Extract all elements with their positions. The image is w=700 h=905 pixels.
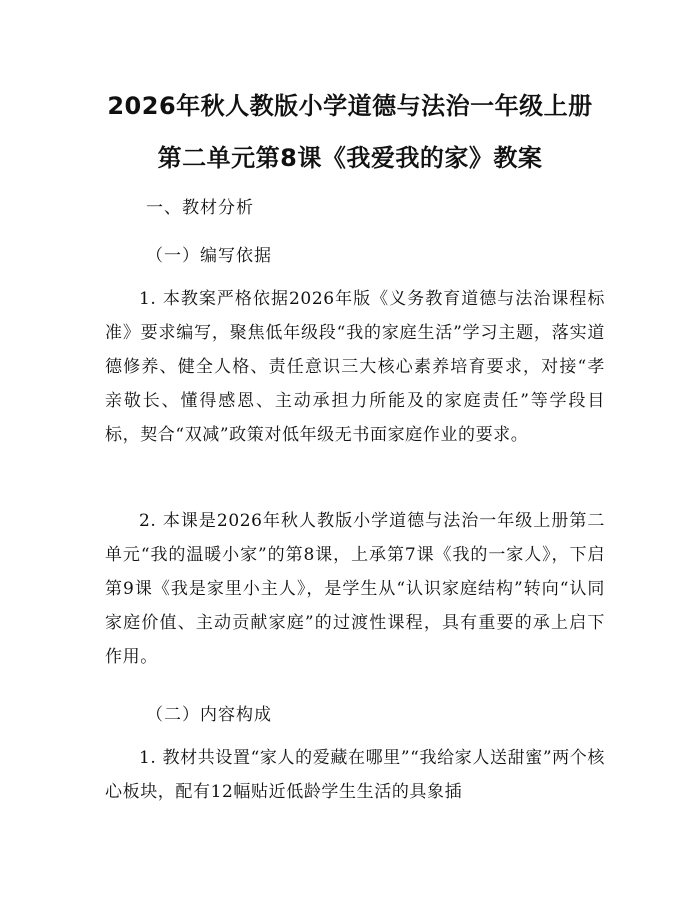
paragraph-writing-basis-2: 2. 本课是2026年秋人教版小学道德与法治一年级上册第二单元“我的温暖小家”的第8课，上承第7课《我的一家人》，下启第9课《我是家里小主人》，是学生从“认识家庭结构”转向“认同家庭价值、主动贡献家庭”的过渡性课程，具有重要的承上启下作用。: [105, 511, 605, 667]
paragraph-content-composition-1: 1. 教材共设置“家人的爱藏在哪里”“我给家人送甜蜜”两个核心板块，配有12幅贴近低龄学生生活的具象插: [105, 748, 605, 802]
paragraph-writing-basis-1: 1. 本教案严格依据2026年版《义务教育道德与法治课程标准》要求编写，聚焦低年级段“我的家庭生活”学习主题，落实道德修养、健全人格、责任意识三大核心素养培育要求，对接“孝亲敬长、懂得感恩、主动承担力所能及的家庭责任”等学段目标，契合“双减”政策对低年级无书面家庭作业的要求。: [105, 289, 605, 445]
subsection-heading-content-composition: （二）内容构成: [146, 705, 272, 725]
subsection-heading-writing-basis: （一）编写依据: [146, 246, 272, 266]
document-title-line-2: 第二单元第8课《我爱我的家》教案: [157, 144, 543, 172]
section-heading-teaching-material-analysis: 一、教材分析: [146, 198, 254, 218]
document-title-line-1: 2026年秋人教版小学道德与法治一年级上册: [107, 92, 593, 120]
